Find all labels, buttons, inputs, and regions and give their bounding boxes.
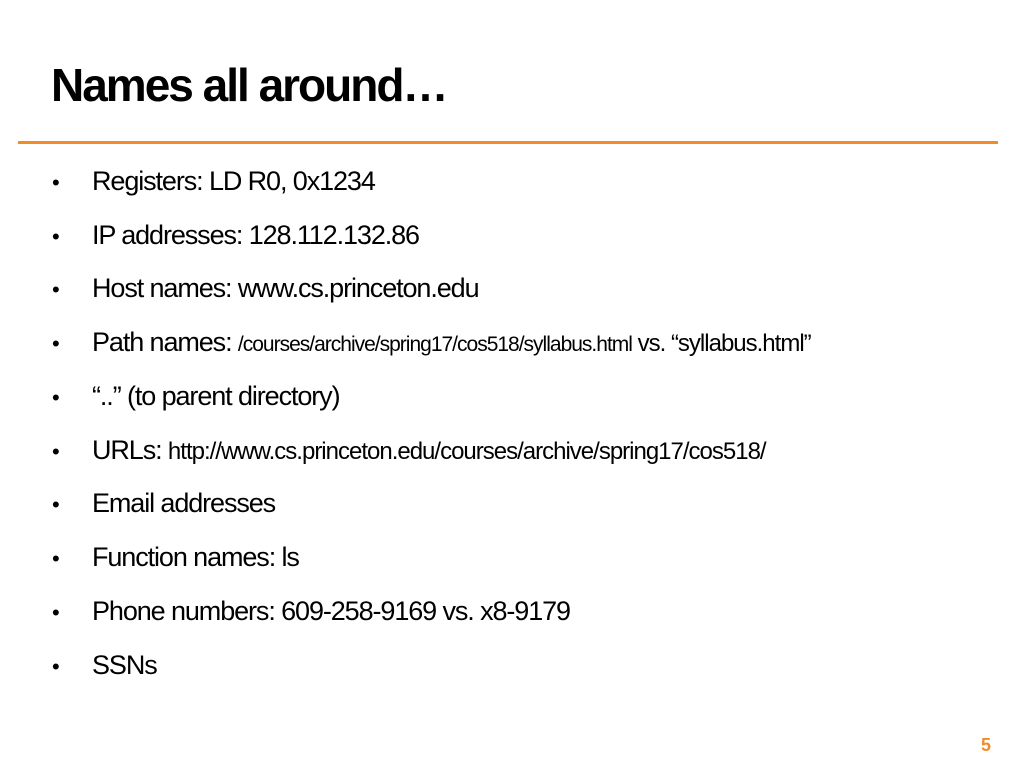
bullet-item-function-names <box>52 537 299 577</box>
bullet-text: Function names: ls <box>92 542 299 572</box>
bullet-item-host-names <box>52 268 479 308</box>
bullet-item-path-names <box>52 322 811 362</box>
bullet-icon: • <box>52 654 60 679</box>
bullet-label: Path names: <box>92 327 238 357</box>
bullet-item-registers <box>52 161 375 201</box>
bullet-text: “..” (to parent directory) <box>92 381 340 411</box>
bullet-item-email-addresses <box>52 483 275 523</box>
bullet-url: http://www.cs.princeton.edu/courses/archive/spring17/cos518/ <box>167 438 766 465</box>
bullet-icon: • <box>52 224 60 249</box>
bullet-item-phone-numbers <box>52 591 570 631</box>
page-number: 5 <box>981 735 992 755</box>
bullet-text: IP addresses: 128.112.132.86 <box>92 220 419 250</box>
bullet-icon: • <box>52 600 60 625</box>
bullet-text: Email addresses <box>92 488 276 518</box>
bullet-icon: • <box>52 331 60 356</box>
bullet-item-ssns <box>52 645 157 685</box>
bullet-text: Registers: LD R0, 0x1234 <box>92 166 375 196</box>
bullet-text: SSNs <box>92 650 157 680</box>
bullet-icon: • <box>52 546 60 571</box>
bullet-label: URLs: <box>92 435 168 465</box>
bullet-item-urls <box>52 430 766 470</box>
bullet-icon: • <box>52 385 60 410</box>
slide-title: Names all around… <box>51 59 447 111</box>
bullet-suffix: vs. “syllabus.html” <box>631 330 811 357</box>
bullet-icon: • <box>52 492 60 517</box>
bullet-icon: • <box>52 439 60 464</box>
bullet-item-ip-addresses <box>52 215 419 255</box>
bullet-item-parent-directory <box>52 376 339 416</box>
bullet-path: /courses/archive/spring17/cos518/syllabus.html <box>237 333 632 356</box>
bullet-icon: • <box>52 170 60 195</box>
bullet-text: Phone numbers: 609-258-9169 vs. x8-9179 <box>92 596 570 626</box>
bullet-icon: • <box>52 277 60 302</box>
bullet-text: Host names: www.cs.princeton.edu <box>92 273 479 303</box>
